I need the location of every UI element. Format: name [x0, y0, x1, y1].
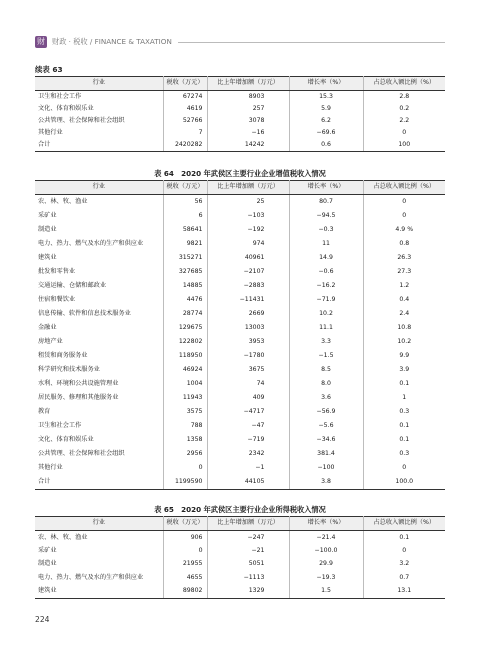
- page-header: [35, 34, 445, 50]
- value-cell: 13003: [207, 321, 289, 335]
- table-row: [35, 237, 445, 251]
- value-cell: 100.0: [363, 475, 445, 490]
- value-cell: 26.3: [397, 253, 412, 261]
- industry-cell: 住宿和餐饮业: [35, 293, 163, 307]
- table-total-row: [35, 585, 445, 599]
- value-cell: 3.6: [289, 391, 363, 405]
- value-cell: 0.7: [399, 573, 410, 581]
- table63: [35, 76, 445, 152]
- value-cell: 974: [207, 237, 289, 251]
- industry-cell: 合计: [35, 139, 163, 152]
- value-cell: −5.6: [289, 419, 363, 433]
- value-cell: 4.9 %: [395, 225, 414, 233]
- industry-cell: 信息传输、软件和信息技术服务业: [35, 307, 163, 321]
- table-row: [35, 377, 445, 391]
- column-header: 行业: [35, 517, 163, 531]
- table-header-row: [35, 77, 445, 91]
- value-cell: −247: [207, 531, 289, 545]
- value-cell: −21: [207, 544, 289, 557]
- value-cell: 122802: [163, 335, 207, 349]
- industry-cell: 批发和零售业: [35, 265, 163, 279]
- value-cell: 0.3: [399, 407, 410, 415]
- value-cell: 3.2: [399, 560, 410, 568]
- table-row: [35, 405, 445, 419]
- value-cell: 129675: [163, 321, 207, 335]
- value-cell: 906: [163, 531, 207, 545]
- value-cell: 52766: [163, 115, 207, 127]
- value-cell: 1329: [207, 585, 289, 599]
- table-row: [35, 307, 445, 321]
- value-cell: −16.2: [289, 279, 363, 293]
- column-header: 增长率（%）: [289, 77, 363, 91]
- value-cell: 27.3: [397, 267, 412, 275]
- industry-cell: 农、林、牧、渔业: [35, 195, 163, 210]
- value-cell: 0.1: [399, 379, 410, 387]
- value-cell: 4619: [163, 103, 207, 115]
- value-cell: −0.3: [289, 223, 363, 237]
- value-cell: 0.2: [399, 104, 410, 112]
- value-cell: 46924: [163, 363, 207, 377]
- value-cell: 0: [163, 544, 207, 557]
- industry-cell: 公共管理、社会保障和社会组织: [35, 115, 163, 127]
- table-row: [35, 433, 445, 447]
- industry-cell: 居民服务、修理和其他服务业: [35, 391, 163, 405]
- table-total-row: [35, 139, 445, 152]
- value-cell: 0: [402, 211, 407, 219]
- value-cell: 100: [363, 139, 445, 152]
- value-cell: 0.3: [399, 449, 410, 457]
- column-header: 占总收入额比例（%）: [363, 77, 445, 91]
- value-cell: 10.2: [289, 307, 363, 321]
- value-cell: −1780: [207, 349, 289, 363]
- value-cell: 67274: [163, 91, 207, 104]
- value-cell: 1004: [163, 377, 207, 391]
- table-row: [35, 461, 445, 475]
- column-header: 税收（万元）: [163, 77, 207, 91]
- value-cell: 7: [163, 127, 207, 139]
- table-row: [35, 223, 445, 237]
- value-cell: 2.8: [399, 92, 410, 100]
- table-row: [35, 571, 445, 584]
- value-cell: 80.7: [289, 195, 363, 210]
- value-cell: 1358: [163, 433, 207, 447]
- value-cell: 3.9: [399, 365, 410, 373]
- value-cell: −56.9: [289, 405, 363, 419]
- value-cell: 1199590: [163, 475, 207, 490]
- industry-cell: 卫生和社会工作: [35, 419, 163, 433]
- value-cell: −19.3: [289, 571, 363, 584]
- table-total-row: [35, 475, 445, 490]
- value-cell: 257: [207, 103, 289, 115]
- value-cell: 0.1: [399, 435, 410, 443]
- value-cell: 0.8: [399, 239, 410, 247]
- table-row: [35, 251, 445, 265]
- value-cell: 2.4: [399, 309, 410, 317]
- industry-cell: 交通运输、仓储和邮政业: [35, 279, 163, 293]
- value-cell: 56: [163, 195, 207, 210]
- value-cell: 0: [402, 128, 407, 136]
- column-header: 比上年增加额（万元）: [207, 77, 289, 91]
- value-cell: 14.9: [289, 251, 363, 265]
- value-cell: 6.2: [289, 115, 363, 127]
- industry-cell: 租赁和商务服务业: [35, 349, 163, 363]
- table-row: [35, 91, 445, 104]
- value-cell: 8.5: [289, 363, 363, 377]
- value-cell: 327685: [163, 265, 207, 279]
- page-number: 224: [35, 615, 50, 624]
- table-row: [35, 349, 445, 363]
- value-cell: 58641: [163, 223, 207, 237]
- header-rule: [178, 42, 445, 43]
- value-cell: 29.9: [289, 558, 363, 571]
- value-cell: −719: [207, 433, 289, 447]
- value-cell: 4476: [163, 293, 207, 307]
- value-cell: −0.6: [289, 265, 363, 279]
- value-cell: 89802: [163, 585, 207, 599]
- column-header: 比上年增加额（万元）: [207, 181, 289, 195]
- value-cell: 2.2: [399, 116, 410, 124]
- value-cell: 2956: [163, 447, 207, 461]
- industry-cell: 卫生和社会工作: [35, 91, 163, 104]
- value-cell: 315271: [163, 251, 207, 265]
- industry-cell: 文化、体育和娱乐业: [35, 433, 163, 447]
- industry-cell: 采矿业: [35, 544, 163, 557]
- industry-cell: 其他行业: [35, 127, 163, 139]
- industry-cell: 建筑业: [35, 585, 163, 599]
- industry-cell: 水利、环境和公共设施管理业: [35, 377, 163, 391]
- value-cell: 10.2: [397, 337, 412, 345]
- column-header: 行业: [35, 77, 163, 91]
- table-row: [35, 419, 445, 433]
- table65: [35, 516, 445, 599]
- value-cell: −2107: [207, 265, 289, 279]
- column-header: 占总收入额比例（%）: [363, 181, 445, 195]
- value-cell: −16: [207, 127, 289, 139]
- value-cell: 1.2: [399, 281, 410, 289]
- value-cell: 3953: [207, 335, 289, 349]
- table-row: [35, 544, 445, 557]
- table-row: [35, 293, 445, 307]
- value-cell: −94.5: [289, 209, 363, 223]
- value-cell: 0.6: [289, 139, 363, 152]
- industry-cell: 制造业: [35, 223, 163, 237]
- industry-cell: 房地产业: [35, 335, 163, 349]
- value-cell: 15.3: [289, 91, 363, 104]
- table-row: [35, 335, 445, 349]
- table64-caption: 表 64 2020 年武侯区主要行业企业增值税收入情况: [154, 169, 326, 178]
- value-cell: −34.6: [289, 433, 363, 447]
- column-header: 税收（万元）: [163, 181, 207, 195]
- column-header: 增长率（%）: [289, 181, 363, 195]
- value-cell: 10.8: [397, 323, 412, 331]
- value-cell: 3.3: [289, 335, 363, 349]
- column-header: 比上年增加额（万元）: [207, 517, 289, 531]
- table-row: [35, 363, 445, 377]
- value-cell: 74: [207, 377, 289, 391]
- value-cell: 28774: [163, 307, 207, 321]
- section-title: 财政 · 税收 / FINANCE & TAXATION: [52, 37, 172, 46]
- value-cell: 3078: [207, 115, 289, 127]
- value-cell: 5.9: [289, 103, 363, 115]
- value-cell: 40961: [207, 251, 289, 265]
- value-cell: 381.4: [289, 447, 363, 461]
- industry-cell: 公共管理、社会保障和社会组织: [35, 447, 163, 461]
- value-cell: 118950: [163, 349, 207, 363]
- value-cell: 9.9: [399, 351, 410, 359]
- value-cell: −100.0: [289, 544, 363, 557]
- industry-cell: 教育: [35, 405, 163, 419]
- value-cell: 0: [402, 197, 407, 205]
- table-row: [35, 103, 445, 115]
- value-cell: 0: [163, 461, 207, 475]
- value-cell: −2883: [207, 279, 289, 293]
- table-row: [35, 391, 445, 405]
- column-header: 税收（万元）: [163, 517, 207, 531]
- value-cell: 0: [402, 463, 407, 471]
- value-cell: 3675: [207, 363, 289, 377]
- table-row: [35, 115, 445, 127]
- column-header: 行业: [35, 181, 163, 195]
- value-cell: 2420282: [163, 139, 207, 152]
- value-cell: 14242: [207, 139, 289, 152]
- industry-cell: 采矿业: [35, 209, 163, 223]
- value-cell: 1.5: [289, 585, 363, 599]
- table-row: [35, 531, 445, 545]
- table-header-row: [35, 181, 445, 195]
- value-cell: −1113: [207, 571, 289, 584]
- industry-cell: 文化、体育和娱乐业: [35, 103, 163, 115]
- table-row: [35, 321, 445, 335]
- table-row: [35, 209, 445, 223]
- table65-caption: 表 65 2020 年武侯区主要行业企业所得税收入情况: [154, 505, 326, 514]
- value-cell: −103: [207, 209, 289, 223]
- value-cell: −4717: [207, 405, 289, 419]
- value-cell: 25: [207, 195, 289, 210]
- value-cell: 6: [163, 209, 207, 223]
- value-cell: 11: [289, 237, 363, 251]
- value-cell: −71.9: [289, 293, 363, 307]
- table63-caption: 续表 63: [35, 65, 63, 74]
- value-cell: 13.1: [363, 585, 445, 599]
- value-cell: 3.8: [289, 475, 363, 490]
- column-header: 增长率（%）: [289, 517, 363, 531]
- value-cell: 0.4: [399, 295, 410, 303]
- value-cell: 3575: [163, 405, 207, 419]
- table-row: [35, 265, 445, 279]
- value-cell: 8903: [207, 91, 289, 104]
- industry-cell: 农、林、牧、渔业: [35, 531, 163, 545]
- table-row: [35, 127, 445, 139]
- value-cell: 44105: [207, 475, 289, 490]
- industry-cell: 制造业: [35, 558, 163, 571]
- value-cell: 0.1: [399, 533, 410, 541]
- table-row: [35, 195, 445, 210]
- value-cell: 11943: [163, 391, 207, 405]
- value-cell: −100: [289, 461, 363, 475]
- value-cell: 0: [402, 546, 407, 554]
- value-cell: −192: [207, 223, 289, 237]
- table-row: [35, 558, 445, 571]
- value-cell: 5051: [207, 558, 289, 571]
- section-logo-icon: 财: [37, 37, 45, 46]
- value-cell: 21955: [163, 558, 207, 571]
- table64: [35, 180, 445, 490]
- value-cell: 1: [402, 393, 407, 401]
- value-cell: −11431: [207, 293, 289, 307]
- value-cell: −1: [207, 461, 289, 475]
- value-cell: 2342: [207, 447, 289, 461]
- industry-cell: 电力、热力、燃气及水的生产和供应业: [35, 571, 163, 584]
- industry-cell: 其他行业: [35, 461, 163, 475]
- value-cell: 788: [163, 419, 207, 433]
- table-header-row: [35, 517, 445, 531]
- value-cell: 2669: [207, 307, 289, 321]
- table-row: [35, 447, 445, 461]
- table-row: [35, 279, 445, 293]
- value-cell: −47: [207, 419, 289, 433]
- industry-cell: 科学研究和技术服务业: [35, 363, 163, 377]
- value-cell: 9821: [163, 237, 207, 251]
- value-cell: −69.6: [289, 127, 363, 139]
- industry-cell: 电力、热力、燃气及水的生产和供应业: [35, 237, 163, 251]
- column-header: 占总收入额比例（%）: [363, 517, 445, 531]
- value-cell: 11.1: [289, 321, 363, 335]
- value-cell: −21.4: [289, 531, 363, 545]
- value-cell: 14885: [163, 279, 207, 293]
- value-cell: 8.0: [289, 377, 363, 391]
- value-cell: 4655: [163, 571, 207, 584]
- industry-cell: 金融业: [35, 321, 163, 335]
- industry-cell: 建筑业: [35, 251, 163, 265]
- industry-cell: 合计: [35, 475, 163, 490]
- value-cell: 0.1: [399, 421, 410, 429]
- value-cell: −1.5: [289, 349, 363, 363]
- value-cell: 409: [207, 391, 289, 405]
